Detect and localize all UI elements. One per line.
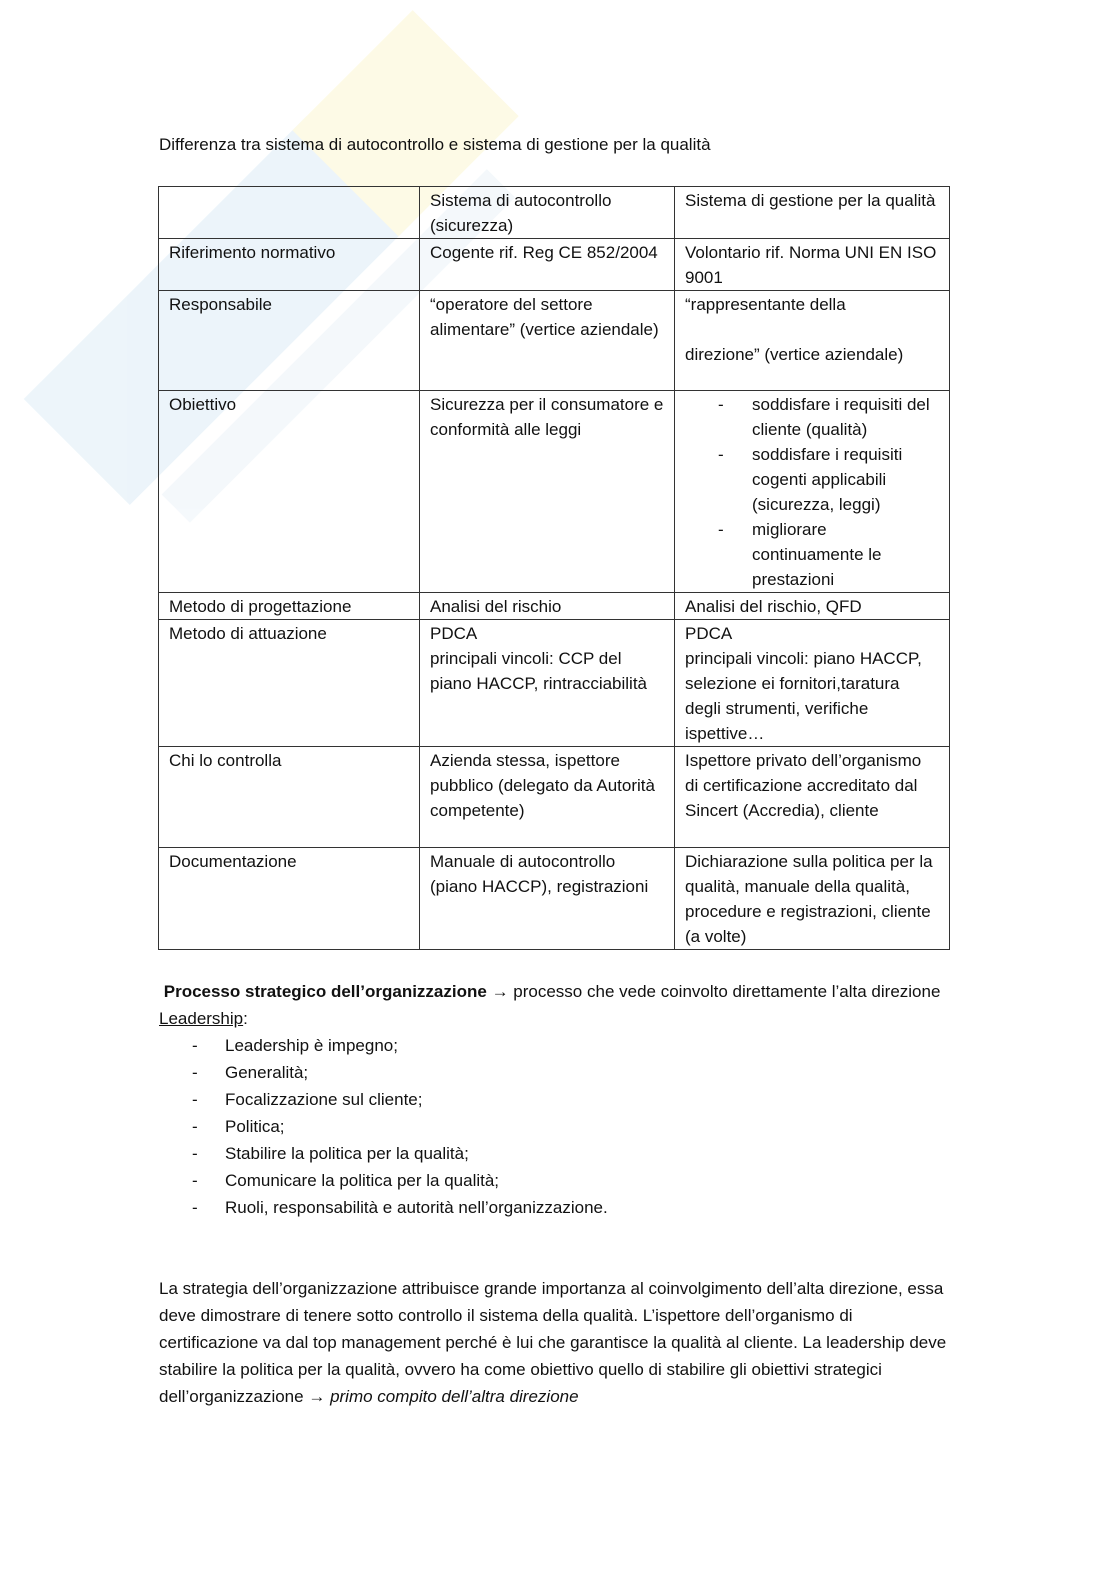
arrow-right-icon: →	[491, 982, 509, 1001]
cell-qualita: Ispettore privato dell’organismo di certificazione accreditato dal Sincert (Accredia), cliente	[675, 747, 950, 848]
cell-autocontrollo: “operatore del settore alimentare” (vertice aziendale)	[420, 291, 675, 391]
cell-qualita	[675, 391, 950, 593]
cell-qualita: Analisi del rischio, QFD	[675, 593, 950, 620]
header-cell-autocontrollo: Sistema di autocontrollo (sicurezza)	[420, 187, 675, 239]
table-row	[159, 391, 950, 593]
list-item: - Politica;	[192, 1113, 954, 1140]
header-cell-empty	[159, 187, 420, 239]
cell-autocontrollo: Manuale di autocontrollo (piano HACCP), registrazioni	[420, 848, 675, 950]
comparison-table	[158, 186, 950, 950]
cell-qualita: “rappresentante della direzione” (vertice aziendale)	[675, 291, 950, 391]
leadership-colon: :	[243, 1009, 248, 1028]
list-item: - Generalità;	[192, 1059, 954, 1086]
list-item: - soddisfare i requisiti del cliente (qualità)	[685, 392, 939, 442]
row-label: Riferimento normativo	[159, 239, 420, 291]
row-label: Obiettivo	[159, 391, 420, 593]
table-row	[159, 848, 950, 950]
cell-qualita: Volontario rif. Norma UNI EN ISO 9001	[675, 239, 950, 291]
list-item: - migliorare continuamente le prestazioni	[685, 517, 939, 592]
table-row	[159, 239, 950, 291]
table-row	[159, 620, 950, 747]
table-row	[159, 593, 950, 620]
table-header-row	[159, 187, 950, 239]
list-item: - Stabilire la politica per la qualità;	[192, 1140, 954, 1167]
arrow-right-icon: →	[308, 1387, 326, 1406]
section-title: Differenza tra sistema di autocontrollo e sistema di gestione per la qualità	[159, 135, 711, 154]
cell-autocontrollo: Azienda stessa, ispettore pubblico (delegato da Autorità competente)	[420, 747, 675, 848]
header-cell-qualita: Sistema di gestione per la qualità	[675, 187, 950, 239]
body-paragraph	[159, 1275, 954, 1410]
leadership-label: Leadership	[159, 1009, 244, 1028]
strategic-bold-label: Processo strategico dell’organizzazione	[163, 982, 487, 1001]
list-item: - Focalizzazione sul cliente;	[192, 1086, 954, 1113]
list-item: - Ruoli, responsabilità e autorità nell’organizzazione.	[192, 1194, 954, 1221]
strategic-description: processo che vede coinvolto direttamente l’alta direzione	[508, 982, 941, 1001]
paragraph-italic-conclusion: primo compito dell’altra direzione	[330, 1387, 579, 1406]
row-label: Metodo di attuazione	[159, 620, 420, 747]
table-row	[159, 747, 950, 848]
list-item: - soddisfare i requisiti cogenti applicabili (sicurezza, leggi)	[685, 442, 939, 517]
list-item: - Comunicare la politica per la qualità;	[192, 1167, 954, 1194]
row-label: Documentazione	[159, 848, 420, 950]
cell-autocontrollo: PDCA principali vincoli: CCP del piano HACCP, rintracciabilità	[420, 620, 675, 747]
row-label: Metodo di progettazione	[159, 593, 420, 620]
row-label: Chi lo controlla	[159, 747, 420, 848]
cell-qualita: Dichiarazione sulla politica per la qualità, manuale della qualità, procedure e registrazioni, cliente (a volte)	[675, 848, 950, 950]
list-item: - Leadership è impegno;	[192, 1032, 954, 1059]
leadership-list	[192, 1032, 954, 1221]
cell-autocontrollo: Cogente rif. Reg CE 852/2004	[420, 239, 675, 291]
objective-list	[685, 392, 939, 592]
row-label: Responsabile	[159, 291, 420, 391]
strategic-process-heading	[159, 978, 954, 1005]
cell-autocontrollo: Sicurezza per il consumatore e conformità alle leggi	[420, 391, 675, 593]
paragraph-text: La strategia dell’organizzazione attribuisce grande importanza al coinvolgimento dell’alta direzione, essa deve dimostrare di tenere sotto controllo il sistema della qualità. L’ispettore dell’organismo di certificazione va dal top management perché è lui che garantisce la qualità al cliente. La leadership deve stabilire la politica per la qualità, ovvero ha come obiettivo quello di stabilire gli obiettivi strategici dell’organizzazione	[159, 1279, 947, 1406]
cell-autocontrollo: Analisi del rischio	[420, 593, 675, 620]
leadership-heading	[159, 1005, 954, 1032]
cell-qualita: PDCA principali vincoli: piano HACCP, selezione ei fornitori,taratura degli strumenti, verifiche ispettive…	[675, 620, 950, 747]
table-row	[159, 291, 950, 391]
